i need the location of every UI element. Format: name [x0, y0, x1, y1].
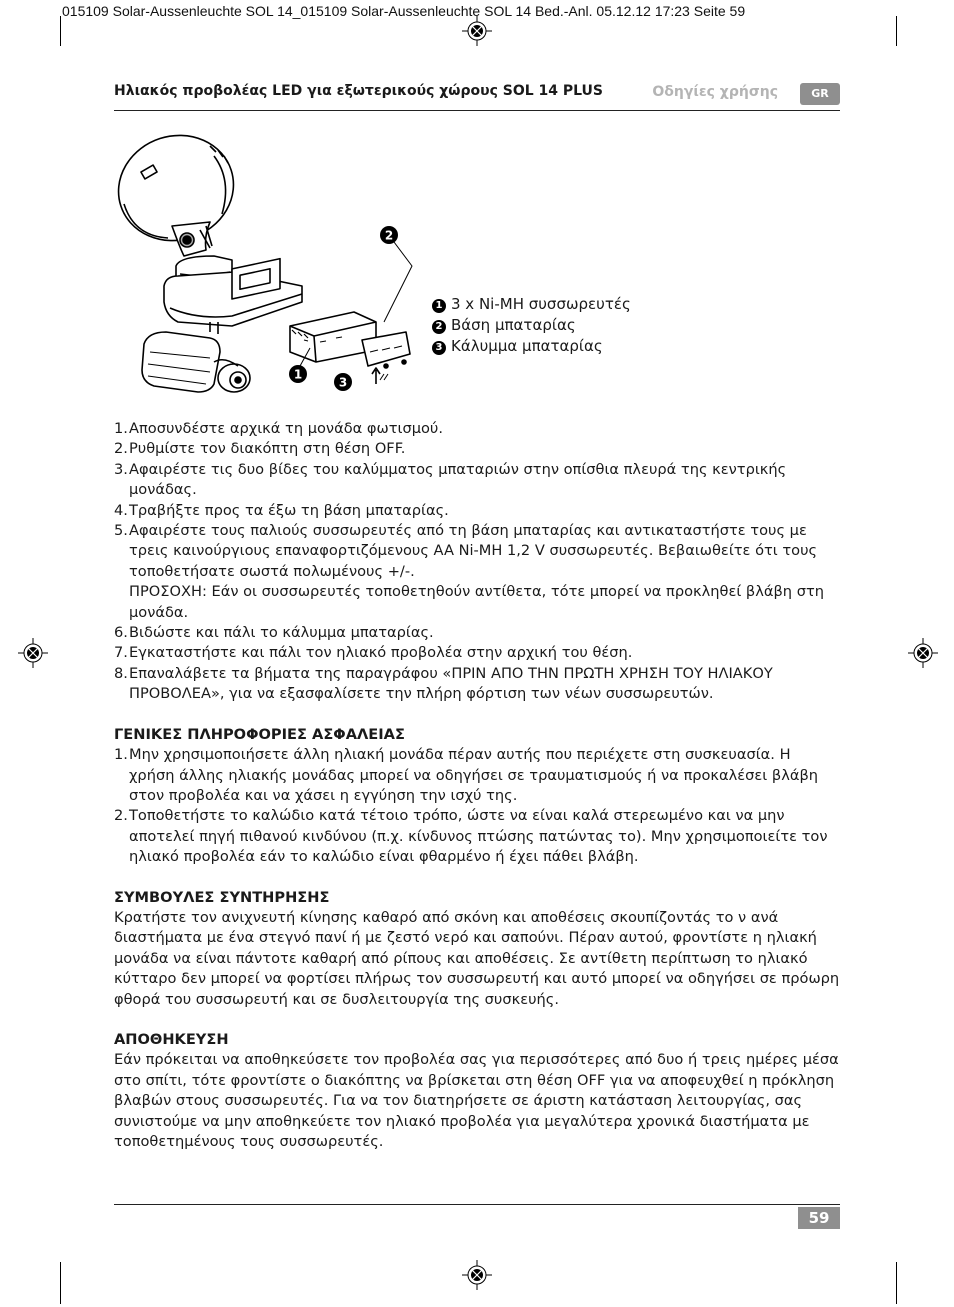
legend-item [432, 315, 631, 336]
step-text: Αφαιρέστε τις δυο βίδες του καλύμματος μπαταριών στην οπίσθια πλευρά της κεντρικής μονάδας. [129, 460, 787, 499]
language-badge: GR [800, 83, 840, 105]
header-title: Ηλιακός προβολέας LED για εξωτερικούς χώρους SOL 14 PLUS [114, 83, 604, 99]
running-header [114, 82, 840, 111]
step-text: Αφαιρέστε τους παλιούς συσσωρευτές από τη βάση μπαταρίας και αντικαταστήστε τους με τρεις καινούργιους επαναφορτιζόμενους AA Ni-MH 1,2 V συσσωρευτές. Βεβαιωθείτε ότι τους τοποθετήσατε σωστά πολωμένους +/-. [129, 522, 818, 580]
legend-text: Κάλυμμα μπαταρίας [451, 337, 603, 355]
legend-item [432, 336, 631, 357]
registration-mark-icon [18, 638, 48, 668]
legend-number: 2 [432, 320, 446, 334]
legend-text: Βάση μπαταρίας [451, 316, 576, 334]
storage-paragraph: Εάν πρόκειται να αποθηκεύσετε τον προβολέα σας για περισσότερες από δυο ή τρεις ημέρες μέσα στο σπίτι, τότε φροντίστε ο διακόπτης να βρίσκεται στη θέση OFF για να αποφευχθεί η πρόκληση βλαβών στους συσσωρευτές. Για να τον διατηρήσετε σε άριστη κατάσταση λειτουργίας, σας συνιστούμε να μην αποθηκεύετε τον ηλιακό προβολέα για μεγαλύτερα χρονικά διαστήματα με τοποθετημένους τους συσσωρευτές. [114, 1051, 839, 1150]
legend-item [432, 294, 631, 315]
step-text: Επαναλάβετε τα βήματα της παραγράφου «ΠΡΙΝ ΑΠΟ ΤΗΝ ΠΡΩΤΗ ΧΡΗΣΗ ΤΟΥ ΗΛΙΑΚΟΥ ΠΡΟΒΟΛΕΑ», για να εξασφαλίσετε την πλήρη φόρτιση των νέων συσσωρευτών. [129, 664, 773, 703]
safety-list [114, 745, 840, 867]
item-text: Μην χρησιμοποιήσετε άλλη ηλιακή μονάδα πέραν αυτής που περιέχετε στη συσκευασία. Η χρήση άλλης ηλιακής μονάδας μπορεί να οδηγήσει σε τραυματισμούς ή να προκαλέσει βλάβη στον προβολέα και να χάσει η εγγύηση την ισχύ της. [129, 746, 819, 804]
list-item [114, 460, 840, 501]
item-text: Τοποθετήστε το καλώδιο κατά τέτοιο τρόπο, ώστε να είναι καλά στερεωμένο και να μην αποτελεί πηγή πιθανού κινδύνου (π.χ. κίνδυνος πτώσης πατώντας το). Μην χρησιμοποιείτε τον ηλιακό προβολέα εάν το καλώδιο είναι φθαρμένο ή έχει πάθει βλάβη. [129, 807, 828, 866]
list-item [114, 623, 840, 643]
section-heading-storage: ΑΠΟΘΗΚΕΥΣΗ [114, 1030, 229, 1048]
step-number: 7. [114, 644, 128, 662]
print-slug: 015109 Solar-Aussenleuchte SOL 14_015109 Solar-Aussenleuchte SOL 14 Bed.-Anl. 05.12.12 17:23 Seite 59 [62, 3, 746, 19]
list-item [114, 501, 840, 521]
callout-2: 2 [384, 228, 394, 243]
step-number: 8. [114, 664, 128, 682]
crop-mark [896, 16, 897, 46]
figure-legend [432, 294, 631, 357]
step-text: Βιδώστε και πάλι το κάλυμμα μπαταρίας. [129, 624, 434, 642]
section-heading-safety: ΓΕΝΙΚΕΣ ΠΛΗΡΟΦΟΡΙΕΣ ΑΣΦΑΛΕΙΑΣ [114, 725, 405, 743]
item-number: 1. [114, 746, 128, 764]
list-item [114, 419, 840, 439]
figure-callouts [289, 226, 398, 391]
caution-note: ΠΡΟΣΟΧΗ: Εάν οι συσσωρευτές τοποθετηθούν αντίθετα, τότε μπορεί να προκληθεί βλάβη στη μονάδα. [129, 583, 824, 621]
legend-number: 3 [432, 341, 446, 355]
crop-mark [60, 16, 61, 46]
main-content [114, 419, 840, 1152]
step-number: 6. [114, 624, 128, 642]
list-item [114, 664, 840, 705]
step-number: 3. [114, 460, 128, 478]
callout-1: 1 [293, 367, 303, 382]
header-section-label: Οδηγίες χρήσης [652, 84, 778, 100]
list-item [114, 643, 840, 663]
legend-text: 3 x Ni-MH συσσωρευτές [451, 295, 631, 313]
page-number: 59 [798, 1207, 840, 1229]
maintenance-paragraph: Κρατήστε τον ανιχνευτή κίνησης καθαρό από σκόνη και αποθέσεις σκουπίζοντάς το ν ανά διαστήματα με ένα στεγνό πανί ή με ζεστό νερό και σαπούνι. Πέραν αυτού, φροντίστε η ηλιακή μονάδα να είναι πάντοτε καθαρή από ρίπους και αποθέσεις. Σε αντίθετη περίπτωση το ηλιακό κύτταρο δεν μπορεί να φορτίσει πλήρως τον συσσωρευτή και αυτό μπορεί να οδηγήσει σε πρόωρη φθορά του συσσωρευτή και σε δυσλειτουργία της συσκευής. [114, 908, 840, 1008]
registration-mark-icon [908, 638, 938, 668]
callout-3: 3 [338, 375, 348, 390]
crop-mark [896, 1262, 897, 1304]
crop-mark [60, 1262, 61, 1304]
step-text: Ρυθμίστε τον διακόπτη στη θέση OFF. [129, 440, 406, 458]
registration-mark-icon [462, 16, 492, 46]
step-text: Αποσυνδέστε αρχικά τη μονάδα φωτισμού. [129, 420, 444, 437]
legend-number: 1 [432, 299, 446, 313]
step-number: 4. [114, 501, 128, 519]
step-text: Εγκαταστήστε και πάλι τον ηλιακό προβολέα στην αρχική του θέση. [129, 644, 633, 662]
step-text: Τραβήξτε προς τα έξω τη βάση μπαταρίας. [129, 501, 449, 519]
battery-steps-list [114, 419, 840, 705]
list-item [114, 745, 840, 806]
registration-mark-icon [462, 1260, 492, 1290]
section-heading-maintenance: ΣΥΜΒΟΥΛΕΣ ΣΥΝΤΗΡΗΣΗΣ [114, 888, 330, 906]
step-number: 5. [114, 522, 128, 540]
footer-rule [114, 1204, 840, 1205]
battery-replacement-illustration [114, 126, 444, 416]
list-item [114, 806, 840, 867]
step-number: 2. [114, 440, 128, 458]
step-number: 1. [114, 420, 128, 437]
item-number: 2. [114, 807, 128, 825]
list-item [114, 521, 840, 623]
list-item [114, 439, 840, 459]
